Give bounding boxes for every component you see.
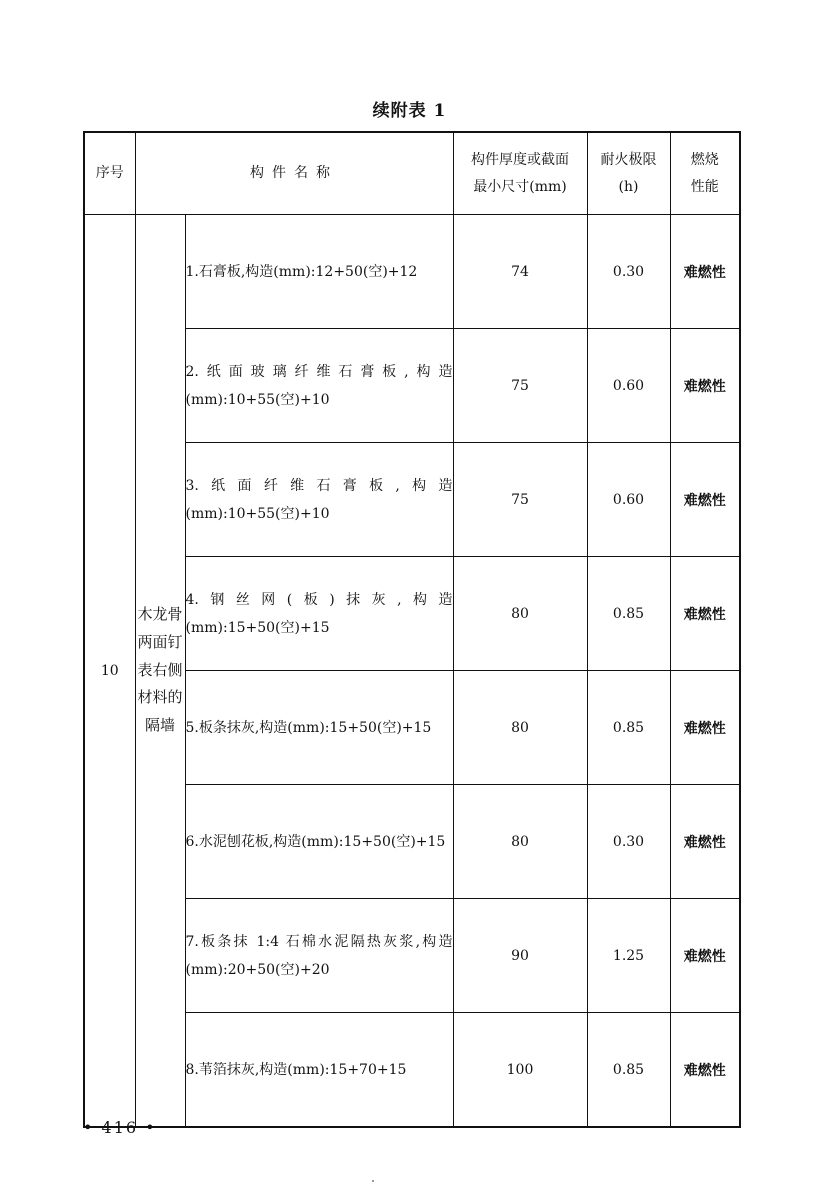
row-perf: 难燃性: [670, 557, 740, 671]
row-fire: 0.85: [587, 557, 670, 671]
row-desc: 3.纸面纤维石膏板,构造(mm):10+55(空)+10: [185, 443, 453, 557]
row-fire: 0.85: [587, 1013, 670, 1128]
header-seq: 序号: [84, 132, 135, 215]
fire-resistance-table: [83, 131, 741, 1128]
header-burn-line1: 燃烧: [690, 151, 719, 168]
header-name: 构件名称: [135, 132, 453, 215]
row-perf: 难燃性: [670, 443, 740, 557]
header-fire-line1: 耐火极限: [600, 151, 657, 168]
table-row: [84, 215, 740, 329]
row-perf: 难燃性: [670, 899, 740, 1013]
header-size-line2: 最小尺寸(mm): [473, 178, 567, 195]
header-burn-line2: 性能: [690, 178, 719, 195]
row-size: 75: [453, 443, 587, 557]
row-desc: 6.水泥刨花板,构造(mm):15+50(空)+15: [185, 785, 453, 899]
row-size: 80: [453, 557, 587, 671]
row-desc: 8.苇箔抹灰,构造(mm):15+70+15: [185, 1013, 453, 1128]
row-fire: 0.60: [587, 443, 670, 557]
row-desc: 4.钢丝网(板)抹灰,构造(mm):15+50(空)+15: [185, 557, 453, 671]
row-size: 100: [453, 1013, 587, 1128]
header-fire: [587, 132, 670, 215]
row-perf: 难燃性: [670, 1013, 740, 1128]
row-size: 80: [453, 785, 587, 899]
row-size: 90: [453, 899, 587, 1013]
header-row: [84, 132, 740, 215]
row-perf: 难燃性: [670, 215, 740, 329]
row-desc: 2.纸面玻璃纤维石膏板,构造(mm):10+55(空)+10: [185, 329, 453, 443]
header-burn: [670, 132, 740, 215]
group-seq: 10: [84, 215, 135, 1128]
row-size: 80: [453, 671, 587, 785]
group-category: 木龙骨两面钉表右侧材料的隔墙: [135, 215, 185, 1128]
row-desc: 5.板条抹灰,构造(mm):15+50(空)+15: [185, 671, 453, 785]
row-fire: 0.30: [587, 785, 670, 899]
row-size: 75: [453, 329, 587, 443]
row-fire: 0.30: [587, 215, 670, 329]
row-desc: 7.板条抹 1:4 石棉水泥隔热灰浆,构造(mm):20+50(空)+20: [185, 899, 453, 1013]
scan-speck: [372, 1180, 374, 1182]
row-fire: 0.60: [587, 329, 670, 443]
row-perf: 难燃性: [670, 785, 740, 899]
row-size: 74: [453, 215, 587, 329]
row-desc: 1.石膏板,构造(mm):12+50(空)+12: [185, 215, 453, 329]
header-size-line1: 构件厚度或截面: [471, 151, 569, 168]
header-fire-line2: (h): [618, 178, 639, 195]
row-perf: 难燃性: [670, 329, 740, 443]
header-size: [453, 132, 587, 215]
row-perf: 难燃性: [670, 671, 740, 785]
page-number: • 416 •: [83, 1118, 157, 1137]
table-title: 续附表 1: [372, 101, 447, 121]
row-fire: 0.85: [587, 671, 670, 785]
row-fire: 1.25: [587, 899, 670, 1013]
